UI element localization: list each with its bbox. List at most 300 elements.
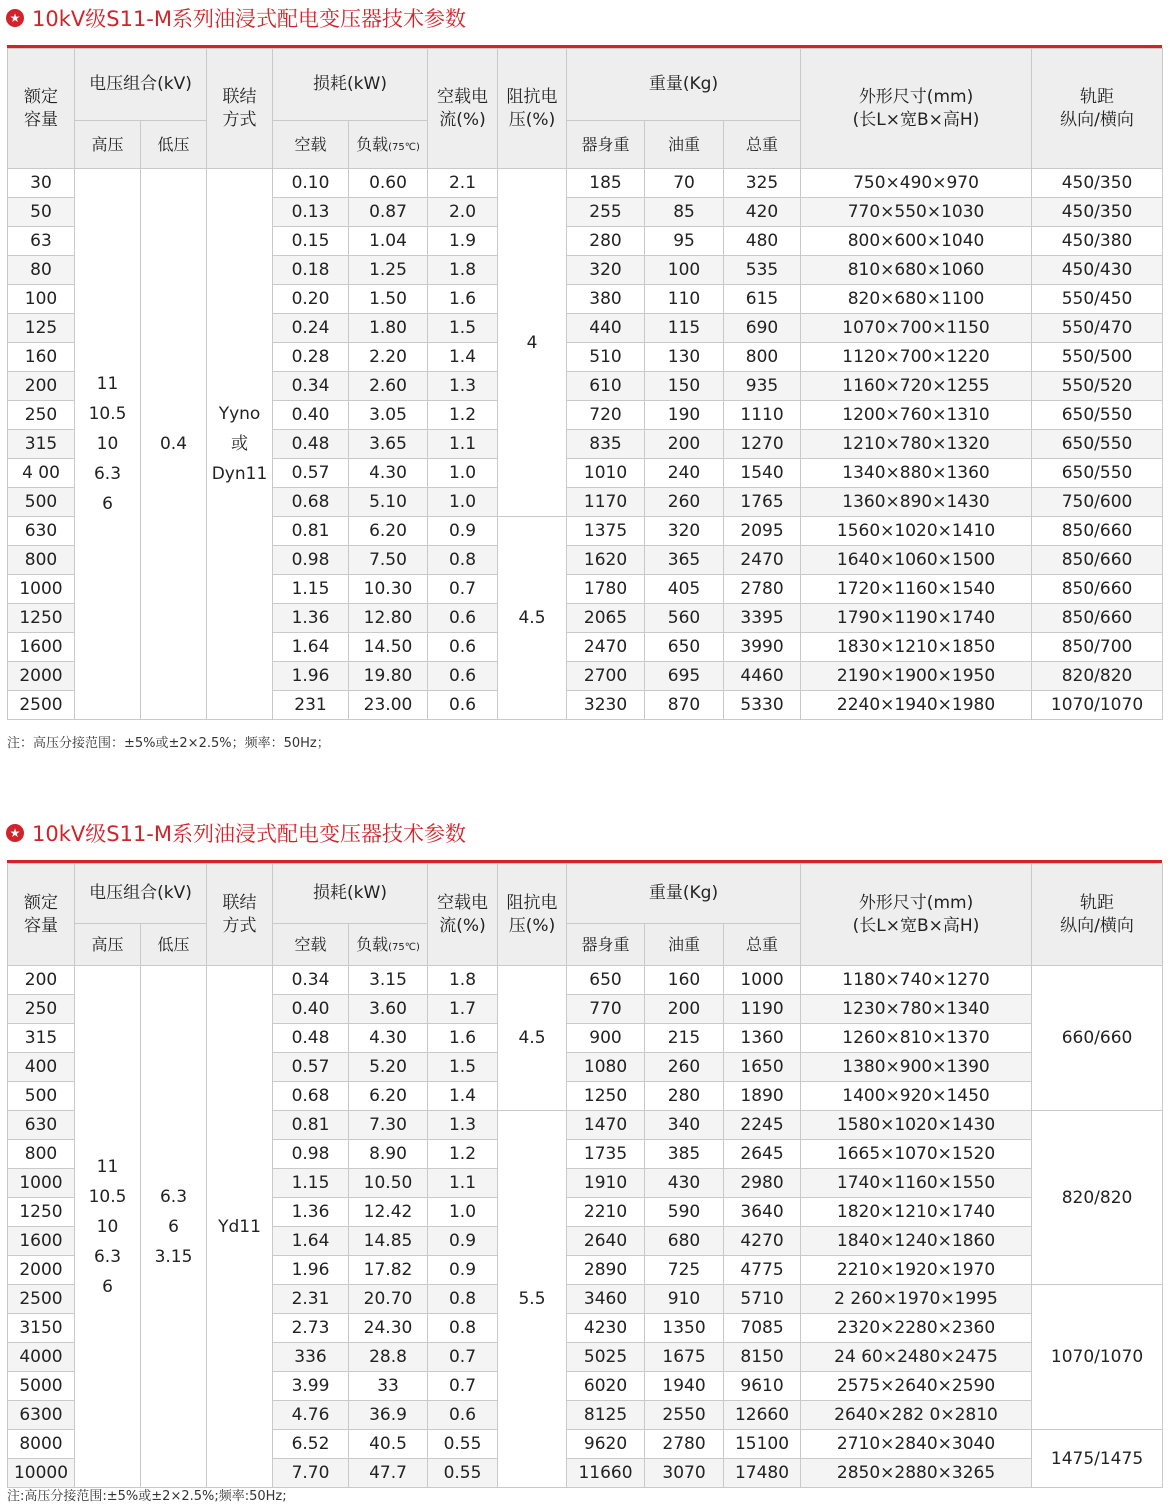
gauge-cell: 660/660 — [1032, 966, 1163, 1111]
dimensions-cell: 1160×720×1255 — [801, 372, 1032, 401]
oil-weight-cell: 1350 — [645, 1314, 724, 1343]
capacity-cell: 100 — [8, 285, 75, 314]
total-weight-cell: 8150 — [724, 1343, 801, 1372]
gauge-cell: 450/350 — [1032, 169, 1163, 198]
no-load-current-cell: 1.6 — [428, 285, 498, 314]
dimensions-cell: 2 260×1970×1995 — [801, 1285, 1032, 1314]
oil-weight-cell: 95 — [645, 227, 724, 256]
dimensions-cell: 820×680×1100 — [801, 285, 1032, 314]
capacity-cell: 2500 — [8, 1285, 75, 1314]
body-weight-cell: 4230 — [567, 1314, 645, 1343]
no-load-current-cell: 1.0 — [428, 488, 498, 517]
dimensions-cell: 2575×2640×2590 — [801, 1372, 1032, 1401]
capacity-cell: 250 — [8, 401, 75, 430]
no-load-current-cell: 0.55 — [428, 1459, 498, 1488]
header-load-text: 负载 — [356, 934, 389, 954]
body-weight-cell: 2890 — [567, 1256, 645, 1285]
body-weight-cell: 440 — [567, 314, 645, 343]
no-load-loss-cell: 1.96 — [273, 1256, 349, 1285]
capacity-cell: 630 — [8, 517, 75, 546]
load-loss-cell: 17.82 — [349, 1256, 428, 1285]
gauge-cell: 850/660 — [1032, 604, 1163, 633]
no-load-current-cell: 0.6 — [428, 604, 498, 633]
load-loss-cell: 3.65 — [349, 430, 428, 459]
no-load-loss-cell: 4.76 — [273, 1401, 349, 1430]
body-weight-cell: 255 — [567, 198, 645, 227]
load-loss-cell: 14.50 — [349, 633, 428, 662]
gauge-cell: 450/350 — [1032, 198, 1163, 227]
load-loss-cell: 24.30 — [349, 1314, 428, 1343]
dimensions-cell: 750×490×970 — [801, 169, 1032, 198]
header-gauge-text: 轨距 — [1080, 892, 1115, 913]
no-load-current-cell: 0.6 — [428, 1401, 498, 1430]
no-load-loss-cell: 1.64 — [273, 1227, 349, 1256]
total-weight-cell: 1540 — [724, 459, 801, 488]
impedance-cell: 4.5 — [498, 966, 567, 1111]
gauge-cell: 450/430 — [1032, 256, 1163, 285]
header-load — [349, 121, 428, 169]
no-load-loss-cell: 0.40 — [273, 401, 349, 430]
capacity-cell: 630 — [8, 1111, 75, 1140]
capacity-cell: 1250 — [8, 604, 75, 633]
total-weight-cell: 1110 — [724, 401, 801, 430]
no-load-loss-cell: 0.40 — [273, 995, 349, 1024]
no-load-loss-cell: 3.99 — [273, 1372, 349, 1401]
no-load-current-cell: 0.6 — [428, 662, 498, 691]
load-loss-cell: 3.15 — [349, 966, 428, 995]
total-weight-cell: 7085 — [724, 1314, 801, 1343]
no-load-current-cell: 0.7 — [428, 575, 498, 604]
oil-weight-cell: 85 — [645, 198, 724, 227]
dimensions-cell: 1230×780×1340 — [801, 995, 1032, 1024]
header-rated-capacity: 额定容量 — [8, 49, 75, 169]
no-load-current-cell: 0.7 — [428, 1372, 498, 1401]
capacity-cell: 125 — [8, 314, 75, 343]
oil-weight-cell: 430 — [645, 1169, 724, 1198]
dimensions-cell: 1820×1210×1740 — [801, 1198, 1032, 1227]
oil-weight-cell: 650 — [645, 633, 724, 662]
header-voltage-group: 电压组合(kV) — [75, 864, 207, 924]
total-weight-cell: 2980 — [724, 1169, 801, 1198]
load-loss-cell: 4.30 — [349, 459, 428, 488]
total-weight-cell: 800 — [724, 343, 801, 372]
spec-table-1 — [7, 48, 1163, 720]
oil-weight-cell: 160 — [645, 966, 724, 995]
no-load-current-cell: 0.9 — [428, 1256, 498, 1285]
no-load-loss-cell: 0.34 — [273, 966, 349, 995]
header-oil-weight: 油重 — [645, 924, 724, 966]
load-loss-cell: 7.50 — [349, 546, 428, 575]
gauge-cell: 450/380 — [1032, 227, 1163, 256]
oil-weight-cell: 725 — [645, 1256, 724, 1285]
dimensions-cell: 1380×900×1390 — [801, 1053, 1032, 1082]
capacity-cell: 5000 — [8, 1372, 75, 1401]
gauge-cell: 820/820 — [1032, 1111, 1163, 1285]
total-weight-cell: 2095 — [724, 517, 801, 546]
total-weight-cell: 690 — [724, 314, 801, 343]
total-weight-cell: 3640 — [724, 1198, 801, 1227]
oil-weight-cell: 695 — [645, 662, 724, 691]
body-weight-cell: 1780 — [567, 575, 645, 604]
body-weight-cell: 380 — [567, 285, 645, 314]
oil-weight-cell: 200 — [645, 995, 724, 1024]
star-icon: ★ — [6, 824, 24, 842]
header-oil-weight: 油重 — [645, 121, 724, 169]
dimensions-cell: 770×550×1030 — [801, 198, 1032, 227]
total-weight-cell: 2645 — [724, 1140, 801, 1169]
load-loss-cell: 1.50 — [349, 285, 428, 314]
spec-table-2 — [7, 863, 1163, 1488]
no-load-loss-cell: 1.36 — [273, 1198, 349, 1227]
body-weight-cell: 1010 — [567, 459, 645, 488]
load-loss-cell: 40.5 — [349, 1430, 428, 1459]
load-loss-cell: 4.30 — [349, 1024, 428, 1053]
oil-weight-cell: 190 — [645, 401, 724, 430]
body-weight-cell: 1620 — [567, 546, 645, 575]
load-loss-cell: 14.85 — [349, 1227, 428, 1256]
header-connection: 联结方式 — [207, 49, 273, 169]
capacity-cell: 160 — [8, 343, 75, 372]
header-lv: 低压 — [141, 924, 207, 966]
total-weight-cell: 2245 — [724, 1111, 801, 1140]
oil-weight-cell: 2780 — [645, 1430, 724, 1459]
dimensions-cell: 1580×1020×1430 — [801, 1111, 1032, 1140]
load-loss-cell: 12.42 — [349, 1198, 428, 1227]
total-weight-cell: 12660 — [724, 1401, 801, 1430]
no-load-current-cell: 0.9 — [428, 517, 498, 546]
capacity-cell: 4 00 — [8, 459, 75, 488]
body-weight-cell: 1170 — [567, 488, 645, 517]
load-loss-cell: 5.10 — [349, 488, 428, 517]
no-load-current-cell: 0.55 — [428, 1430, 498, 1459]
total-weight-cell: 1270 — [724, 430, 801, 459]
oil-weight-cell: 385 — [645, 1140, 724, 1169]
oil-weight-cell: 240 — [645, 459, 724, 488]
no-load-loss-cell: 6.52 — [273, 1430, 349, 1459]
no-load-loss-cell: 0.18 — [273, 256, 349, 285]
connection-cell: Yd11 — [207, 966, 273, 1488]
capacity-cell: 500 — [8, 488, 75, 517]
no-load-loss-cell: 1.15 — [273, 1169, 349, 1198]
no-load-loss-cell: 2.31 — [273, 1285, 349, 1314]
dimensions-cell: 1400×920×1450 — [801, 1082, 1032, 1111]
hv-voltage-cell: 11 10.5 10 6.3 6 — [75, 169, 141, 720]
load-loss-cell: 6.20 — [349, 517, 428, 546]
capacity-cell: 1600 — [8, 633, 75, 662]
header-weight: 重量(Kg) — [567, 49, 801, 121]
no-load-current-cell: 0.7 — [428, 1343, 498, 1372]
total-weight-cell: 5710 — [724, 1285, 801, 1314]
dimensions-cell: 1560×1020×1410 — [801, 517, 1032, 546]
body-weight-cell: 1375 — [567, 517, 645, 546]
body-weight-cell: 770 — [567, 995, 645, 1024]
gauge-cell: 550/500 — [1032, 343, 1163, 372]
table-1-note: 注：高压分接范围：±5%或±2×2.5%；频率：50Hz； — [7, 736, 330, 751]
gauge-cell: 550/450 — [1032, 285, 1163, 314]
gauge-cell: 1070/1070 — [1032, 691, 1163, 720]
total-weight-cell: 420 — [724, 198, 801, 227]
header-hv: 高压 — [75, 121, 141, 169]
oil-weight-cell: 215 — [645, 1024, 724, 1053]
header-dimensions — [801, 49, 1032, 169]
body-weight-cell: 11660 — [567, 1459, 645, 1488]
dimensions-cell: 2320×2280×2360 — [801, 1314, 1032, 1343]
total-weight-cell: 4775 — [724, 1256, 801, 1285]
total-weight-cell: 1650 — [724, 1053, 801, 1082]
header-body-weight: 器身重 — [567, 924, 645, 966]
oil-weight-cell: 3070 — [645, 1459, 724, 1488]
oil-weight-cell: 680 — [645, 1227, 724, 1256]
capacity-cell: 6300 — [8, 1401, 75, 1430]
no-load-loss-cell: 0.15 — [273, 227, 349, 256]
capacity-cell: 2000 — [8, 662, 75, 691]
section-2-title — [6, 817, 466, 849]
body-weight-cell: 2470 — [567, 633, 645, 662]
no-load-current-cell: 1.4 — [428, 343, 498, 372]
header-no-load-current: 空载电流(%) — [428, 49, 498, 169]
gauge-cell: 850/660 — [1032, 546, 1163, 575]
dimensions-cell: 1120×700×1220 — [801, 343, 1032, 372]
header-impedance: 阻抗电压(%) — [498, 49, 567, 169]
section-2-title-text: 10kV级S11-M系列油浸式配电变压器技术参数 — [32, 822, 466, 846]
body-weight-cell: 3230 — [567, 691, 645, 720]
no-load-current-cell: 0.6 — [428, 691, 498, 720]
oil-weight-cell: 130 — [645, 343, 724, 372]
oil-weight-cell: 2550 — [645, 1401, 724, 1430]
oil-weight-cell: 320 — [645, 517, 724, 546]
load-loss-cell: 0.87 — [349, 198, 428, 227]
no-load-current-cell: 0.8 — [428, 1285, 498, 1314]
dimensions-cell: 1260×810×1370 — [801, 1024, 1032, 1053]
gauge-cell: 550/520 — [1032, 372, 1163, 401]
total-weight-cell: 15100 — [724, 1430, 801, 1459]
body-weight-cell: 835 — [567, 430, 645, 459]
load-loss-cell: 8.90 — [349, 1140, 428, 1169]
body-weight-cell: 2640 — [567, 1227, 645, 1256]
dimensions-cell: 24 60×2480×2475 — [801, 1343, 1032, 1372]
oil-weight-cell: 100 — [645, 256, 724, 285]
no-load-loss-cell: 0.81 — [273, 517, 349, 546]
oil-weight-cell: 115 — [645, 314, 724, 343]
dimensions-cell: 1720×1160×1540 — [801, 575, 1032, 604]
load-loss-cell: 2.20 — [349, 343, 428, 372]
body-weight-cell: 3460 — [567, 1285, 645, 1314]
gauge-cell: 850/660 — [1032, 575, 1163, 604]
total-weight-cell: 9610 — [724, 1372, 801, 1401]
no-load-current-cell: 1.7 — [428, 995, 498, 1024]
load-loss-cell: 5.20 — [349, 1053, 428, 1082]
capacity-cell: 1600 — [8, 1227, 75, 1256]
oil-weight-cell: 70 — [645, 169, 724, 198]
load-loss-cell: 47.7 — [349, 1459, 428, 1488]
capacity-cell: 50 — [8, 198, 75, 227]
capacity-cell: 4000 — [8, 1343, 75, 1372]
header-lv: 低压 — [141, 121, 207, 169]
body-weight-cell: 1470 — [567, 1111, 645, 1140]
capacity-cell: 315 — [8, 1024, 75, 1053]
capacity-cell: 1000 — [8, 1169, 75, 1198]
load-loss-cell: 10.50 — [349, 1169, 428, 1198]
capacity-cell: 2000 — [8, 1256, 75, 1285]
load-loss-cell: 23.00 — [349, 691, 428, 720]
dimensions-cell: 1070×700×1150 — [801, 314, 1032, 343]
impedance-cell: 4 — [498, 169, 567, 517]
load-loss-cell: 2.60 — [349, 372, 428, 401]
capacity-cell: 80 — [8, 256, 75, 285]
load-loss-cell: 28.8 — [349, 1343, 428, 1372]
oil-weight-cell: 1940 — [645, 1372, 724, 1401]
body-weight-cell: 2065 — [567, 604, 645, 633]
capacity-cell: 63 — [8, 227, 75, 256]
header-hv: 高压 — [75, 924, 141, 966]
dimensions-cell: 1360×890×1430 — [801, 488, 1032, 517]
total-weight-cell: 17480 — [724, 1459, 801, 1488]
header-dimensions-sub: (长L×宽B×高H) — [852, 109, 980, 130]
capacity-cell: 400 — [8, 1053, 75, 1082]
no-load-loss-cell: 7.70 — [273, 1459, 349, 1488]
no-load-current-cell: 1.3 — [428, 372, 498, 401]
dimensions-cell: 1200×760×1310 — [801, 401, 1032, 430]
no-load-current-cell: 0.9 — [428, 1227, 498, 1256]
capacity-cell: 2500 — [8, 691, 75, 720]
oil-weight-cell: 260 — [645, 1053, 724, 1082]
no-load-loss-cell: 0.98 — [273, 546, 349, 575]
capacity-cell: 500 — [8, 1082, 75, 1111]
gauge-cell: 750/600 — [1032, 488, 1163, 517]
dimensions-cell: 2210×1920×1970 — [801, 1256, 1032, 1285]
capacity-cell: 800 — [8, 1140, 75, 1169]
table-2-note: 注:高压分接范围:±5%或±2×2.5%;频率:50Hz; — [7, 1489, 287, 1504]
total-weight-cell: 4270 — [724, 1227, 801, 1256]
capacity-cell: 800 — [8, 546, 75, 575]
load-loss-cell: 36.9 — [349, 1401, 428, 1430]
dimensions-cell: 1640×1060×1500 — [801, 546, 1032, 575]
header-loss: 损耗(kW) — [273, 49, 428, 121]
dimensions-cell: 800×600×1040 — [801, 227, 1032, 256]
capacity-cell: 3150 — [8, 1314, 75, 1343]
dimensions-cell: 1665×1070×1520 — [801, 1140, 1032, 1169]
no-load-loss-cell: 2.73 — [273, 1314, 349, 1343]
no-load-loss-cell: 0.10 — [273, 169, 349, 198]
no-load-current-cell: 1.2 — [428, 401, 498, 430]
no-load-loss-cell: 336 — [273, 1343, 349, 1372]
no-load-current-cell: 2.0 — [428, 198, 498, 227]
body-weight-cell: 8125 — [567, 1401, 645, 1430]
capacity-cell: 10000 — [8, 1459, 75, 1488]
total-weight-cell: 1000 — [724, 966, 801, 995]
no-load-current-cell: 1.9 — [428, 227, 498, 256]
header-load-unit: (75℃) — [388, 141, 420, 153]
no-load-loss-cell: 0.24 — [273, 314, 349, 343]
dimensions-cell: 810×680×1060 — [801, 256, 1032, 285]
capacity-cell: 200 — [8, 372, 75, 401]
header-gauge-sub: 纵向/横向 — [1060, 915, 1134, 936]
section-1-title-text: 10kV级S11-M系列油浸式配电变压器技术参数 — [32, 7, 466, 31]
total-weight-cell: 535 — [724, 256, 801, 285]
hv-voltage-cell: 11 10.5 10 6.3 6 — [75, 966, 141, 1488]
gauge-cell: 650/550 — [1032, 401, 1163, 430]
dimensions-cell: 1790×1190×1740 — [801, 604, 1032, 633]
no-load-loss-cell: 0.57 — [273, 459, 349, 488]
no-load-loss-cell: 0.34 — [273, 372, 349, 401]
total-weight-cell: 1890 — [724, 1082, 801, 1111]
header-no-load-current: 空载电流(%) — [428, 864, 498, 966]
no-load-loss-cell: 0.81 — [273, 1111, 349, 1140]
no-load-current-cell: 1.5 — [428, 1053, 498, 1082]
oil-weight-cell: 260 — [645, 488, 724, 517]
no-load-current-cell: 1.3 — [428, 1111, 498, 1140]
dimensions-cell: 1740×1160×1550 — [801, 1169, 1032, 1198]
oil-weight-cell: 870 — [645, 691, 724, 720]
header-dimensions — [801, 864, 1032, 966]
body-weight-cell: 9620 — [567, 1430, 645, 1459]
load-loss-cell: 0.60 — [349, 169, 428, 198]
capacity-cell: 1000 — [8, 575, 75, 604]
gauge-cell: 820/820 — [1032, 662, 1163, 691]
header-dimensions-text: 外形尺寸(mm) — [858, 892, 974, 913]
load-loss-cell: 3.05 — [349, 401, 428, 430]
impedance-cell: 4.5 — [498, 517, 567, 720]
no-load-loss-cell: 1.96 — [273, 662, 349, 691]
lv-voltage-cell: 6.3 6 3.15 — [141, 966, 207, 1488]
dimensions-cell: 1840×1240×1860 — [801, 1227, 1032, 1256]
header-connection: 联结方式 — [207, 864, 273, 966]
load-loss-cell: 1.04 — [349, 227, 428, 256]
load-loss-cell: 33 — [349, 1372, 428, 1401]
star-icon: ★ — [6, 9, 24, 27]
dimensions-cell: 1340×880×1360 — [801, 459, 1032, 488]
body-weight-cell: 5025 — [567, 1343, 645, 1372]
dimensions-cell: 1180×740×1270 — [801, 966, 1032, 995]
oil-weight-cell: 110 — [645, 285, 724, 314]
no-load-loss-cell: 1.64 — [273, 633, 349, 662]
no-load-current-cell: 1.0 — [428, 1198, 498, 1227]
oil-weight-cell: 560 — [645, 604, 724, 633]
total-weight-cell: 615 — [724, 285, 801, 314]
gauge-cell: 1475/1475 — [1032, 1430, 1163, 1488]
body-weight-cell: 610 — [567, 372, 645, 401]
no-load-loss-cell: 1.15 — [273, 575, 349, 604]
header-weight: 重量(Kg) — [567, 864, 801, 924]
header-gauge-sub: 纵向/横向 — [1060, 109, 1134, 130]
gauge-cell: 850/660 — [1032, 517, 1163, 546]
no-load-loss-cell: 0.57 — [273, 1053, 349, 1082]
oil-weight-cell: 365 — [645, 546, 724, 575]
body-weight-cell: 185 — [567, 169, 645, 198]
no-load-loss-cell: 0.48 — [273, 430, 349, 459]
no-load-loss-cell: 231 — [273, 691, 349, 720]
no-load-current-cell: 2.1 — [428, 169, 498, 198]
total-weight-cell: 1190 — [724, 995, 801, 1024]
no-load-loss-cell: 0.68 — [273, 488, 349, 517]
no-load-current-cell: 1.5 — [428, 314, 498, 343]
no-load-loss-cell: 0.20 — [273, 285, 349, 314]
no-load-loss-cell: 0.13 — [273, 198, 349, 227]
no-load-loss-cell: 0.68 — [273, 1082, 349, 1111]
body-weight-cell: 280 — [567, 227, 645, 256]
capacity-cell: 315 — [8, 430, 75, 459]
oil-weight-cell: 200 — [645, 430, 724, 459]
oil-weight-cell: 150 — [645, 372, 724, 401]
gauge-cell: 850/700 — [1032, 633, 1163, 662]
header-gauge — [1032, 864, 1163, 966]
no-load-current-cell: 1.2 — [428, 1140, 498, 1169]
load-loss-cell: 12.80 — [349, 604, 428, 633]
total-weight-cell: 3990 — [724, 633, 801, 662]
gauge-cell: 650/550 — [1032, 430, 1163, 459]
section-1-title — [6, 2, 466, 34]
body-weight-cell: 1080 — [567, 1053, 645, 1082]
